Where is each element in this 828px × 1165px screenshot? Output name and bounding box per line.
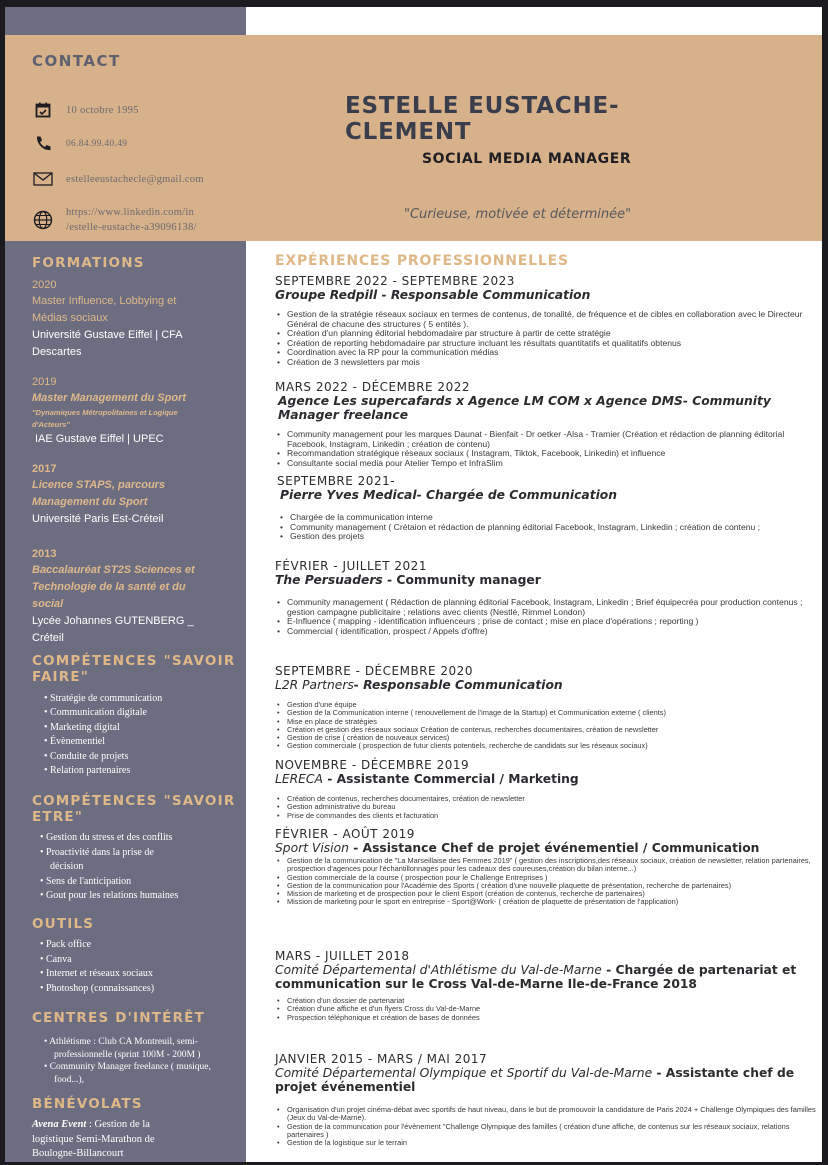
list-item: • Commercial ( identification, prospect / Appels d'offre): [287, 627, 820, 637]
list-item: • Création de contenus, recherches documentaires, création de newsletter: [287, 795, 820, 803]
list-item: • Organisation d'un projet cinéma-débat avec sportifs de haut niveau, dans le but de promouvoir la candidature de Paris 2024 + Challenge Olympiques des familles (Jeux du Val-de-Marne).: [287, 1106, 820, 1123]
list-item: • Recommandation stratégique réseaux sociaux ( Instagram, Tiktok, Facebook, Linkedin) et influence: [287, 449, 820, 459]
list-item: • Stratégie de communication: [44, 693, 163, 704]
experience-role: Groupe Redpill - Responsable Communication: [275, 288, 591, 302]
contact-email: [32, 170, 204, 188]
formation-school: Université Gustave Eiffel | CFA: [32, 329, 183, 341]
experience-date: NOVEMBRE - DÉCEMBRE 2019: [275, 758, 470, 772]
experience-bullets: [275, 310, 820, 368]
list-item: • Gestion de la stratégie réseaux sociaux en termes de contenus, de tonalité, de fréquence et de cibles en collaboration avec le Directeur Général de chacune des structures ( 5 entités ).: [287, 310, 820, 329]
calendar-icon: [32, 101, 54, 119]
candidate-name: ESTELLE EUSTACHE-CLEMENT: [345, 93, 620, 145]
list-item: • Création de reporting hebdomadaire par structure incluant les résultats quantitatifs et qualitatifs obtenus: [287, 339, 820, 349]
formation-2017: [32, 461, 242, 528]
experience-bullets: [275, 1106, 820, 1147]
list-item: • Évènementiel: [44, 736, 105, 748]
list-item: • Athlétisme : Club CA Montreuil, semi-: [44, 1037, 199, 1048]
experience-bullets: [275, 701, 820, 751]
experience-role: Agence Les supercafards x Agence LM COM x Agence DMS- Community Manager freelance: [278, 394, 771, 422]
list-item: • Gestion de la communication pour l'évènement "Challenge Olympique des familles ( création d'une affiche, de contenus sur les réseaux sociaux, relations partenaires ): [287, 1123, 820, 1140]
experiences-heading: EXPÉRIENCES PROFESSIONNELLES: [275, 253, 569, 269]
formation-subtitle: d'Acteurs": [32, 420, 70, 429]
list-item: • Gestion de la Communication interne ( renouvellement de l'image de la Startup) et Communication externe ( clients): [287, 709, 820, 717]
linkedin-link[interactable]: [66, 205, 197, 235]
experience-role: Comité Départemental Olympique et Sportif du Val-de-Marne - Assistante chef de projet événementiel: [275, 1066, 795, 1094]
formation-school: Lycée Johannes GUTENBERG _: [32, 615, 194, 627]
formation-subtitle: "Dynamiques Métropolitaines et Logique: [32, 408, 178, 417]
benevolats-text: Avena Event : Gestion de la logistique Semi-Marathon de Boulogne-Billancourt: [32, 1119, 155, 1159]
list-item: • Community Manager freelance ( musique,: [44, 1062, 211, 1073]
list-item: • E-Influence ( mapping - identification influenceurs ; prise de contact ; mise en place d'opérations ; reporting ): [287, 617, 820, 627]
list-item: • Prise de commandes des clients et facturation: [287, 812, 820, 820]
email-text[interactable]: estelleeustachecle@gmail.com: [66, 173, 204, 185]
experience-bullets: [275, 430, 820, 468]
formation-degree: Licence STAPS, parcours: [32, 479, 166, 491]
experience-bullets: [275, 997, 820, 1022]
formation-2020: [32, 277, 242, 361]
phone-text[interactable]: 06.84.99.40.49: [66, 138, 128, 149]
linkedin-line-2[interactable]: /estelle-eustache-a39096138/: [66, 222, 197, 233]
list-item: décision: [50, 861, 84, 873]
list-item: • Communication digitale: [44, 707, 147, 719]
list-item: • Création d'une affiche et d'un flyers Cross du Val-de-Marne: [287, 1005, 820, 1013]
experience-pierre-yves: [275, 474, 820, 542]
list-item: • Gestion d'une équipe: [287, 701, 820, 709]
savoir-faire-heading: COMPÉTENCES "SAVOIR FAIRE": [32, 653, 236, 685]
experience-date: JANVIER 2015 - MARS / MAI 2017: [275, 1052, 488, 1066]
formation-degree: Médias sociaux: [32, 312, 108, 324]
list-item: • Gestion commerciale de la course ( prospection pour le Challenge Entreprises ): [287, 874, 820, 882]
experience-bullets: [275, 857, 820, 907]
contact-phone: [32, 135, 127, 153]
list-item: • Gestion du stress et des conflits: [40, 832, 173, 844]
list-item: • Conduite de projets: [44, 750, 129, 762]
list-item: • Gestion de la communication de "La Marseillaise des Femmes 2019" ( gestion des inscriptions,des réseaux sociaux, création de newsletter, relation partenaires, prospection d'agences pour l'échantillonnages pour les cadeaux des coureuses,création du bilan interne...): [287, 857, 820, 874]
formation-school: Descartes: [32, 346, 82, 358]
candidate-role: SOCIAL MEDIA MANAGER: [422, 151, 632, 167]
savoir-etre-heading: COMPÉTENCES "SAVOIR ETRE": [32, 793, 236, 826]
list-item: • Sens de l'anticipation: [40, 875, 132, 887]
list-item: • Pack office: [40, 939, 92, 951]
linkedin-line-1[interactable]: https://www.linkedin.com/in: [66, 207, 195, 218]
formation-school: Université Paris Est-Créteil: [32, 513, 164, 525]
experience-bullets: [275, 795, 820, 820]
experience-role: Sport Vision - Assistance Chef de projet événementiel / Communication: [275, 841, 760, 855]
outils-list: [32, 938, 242, 996]
experience-date: SEPTEMBRE 2022 - SEPTEMBRE 2023: [275, 274, 515, 288]
experience-date: SEPTEMBRE - DÉCEMBRE 2020: [275, 664, 473, 678]
experience-date: MARS - JUILLET 2018: [275, 949, 410, 963]
experience-athletisme: [275, 949, 820, 1022]
savoir-etre-list: [32, 831, 242, 903]
list-item: • Internet et réseaux sociaux: [40, 968, 153, 980]
experience-persuaders: [275, 559, 820, 636]
formation-2019: [32, 374, 242, 448]
interets-heading: CENTRES D'INTÉRÊT: [32, 1010, 205, 1027]
list-item: • Proactivité dans la prise de: [40, 846, 154, 858]
candidate-motto: "Curieuse, motivée et déterminée": [404, 207, 632, 222]
formation-school: Créteil: [32, 632, 64, 644]
list-item: • Gestion de la logistique sur le terrain: [287, 1139, 820, 1147]
contact-heading: CONTACT: [32, 52, 121, 70]
list-item: • Gout pour les relations humaines: [40, 890, 179, 902]
birthdate-text: 10 octobre 1995: [66, 104, 139, 116]
experience-date: FÉVRIER - JUILLET 2021: [275, 559, 427, 573]
experience-date: SEPTEMBRE 2021-: [277, 474, 396, 488]
sidebar-content: [32, 241, 242, 1161]
phone-icon: [32, 135, 54, 153]
formation-degree: Technologie de la santé et du: [32, 581, 186, 593]
savoir-faire-list: [32, 692, 242, 778]
globe-icon: [32, 211, 54, 229]
list-item: professionnelle (sprint 100M - 200M ): [54, 1049, 201, 1060]
list-item: • Gestion des projets: [290, 532, 820, 542]
list-item: • Gestion commerciale ( prospection de futur clients potentiels, recherche de candidats sur les réseaux sociaux): [287, 742, 820, 750]
interets-list: [32, 1036, 242, 1086]
list-item: • Mission de marketing pour le sport en entreprise - Sport@Work- ( création de plaquette de présentation de l'application): [287, 898, 820, 906]
experience-role: Comité Départemental d'Athlétisme du Val-de-Marne - Chargée de partenariat et communication sur le Cross Val-de-Marne Ile-de-France 2018: [275, 963, 797, 991]
experience-date: MARS 2022 - DÉCEMBRE 2022: [275, 380, 470, 394]
formation-year: 2020: [32, 279, 57, 291]
experience-bullets: [275, 598, 820, 636]
formation-school: IAE Gustave Eiffel | UPEC: [35, 433, 164, 445]
experience-lereca: [275, 758, 820, 820]
contact-birthdate: [32, 101, 139, 119]
formations-heading: FORMATIONS: [32, 255, 145, 271]
benevolats-heading: BÉNÉVOLATS: [32, 1096, 143, 1113]
formation-year: 2017: [32, 463, 57, 475]
list-item: • Chargée de la communication interne: [290, 513, 820, 523]
outils-heading: OUTILS: [32, 916, 95, 933]
list-item: • Mission de marketing et de prospection pour le client Esport (création de contenus, recherche de partenaires): [287, 890, 820, 898]
contact-linkedin: [32, 205, 197, 235]
list-item: • Gestion administrative du bureau: [287, 803, 820, 811]
list-item: • Marketing digital: [44, 721, 120, 733]
formation-degree: Master Influence, Lobbying et: [32, 295, 177, 307]
experience-role: Pierre Yves Medical- Chargée de Communication: [280, 488, 617, 502]
formation-degree: Master Management du Sport: [32, 392, 187, 404]
formation-degree: Management du Sport: [32, 496, 148, 508]
experience-role: LERECA - Assistante Commercial / Marketing: [275, 772, 579, 786]
list-item: • Création de 3 newsletters par mois: [287, 358, 820, 368]
list-item: • Coordination avec la RP pour la communication médias: [287, 348, 820, 358]
list-item: • Community management ( Crétaion et rédaction de planning éditorial Facebook, Instagram, Linkedin ; création de contenu ;: [290, 523, 820, 533]
list-item: • Community management pour les marques Daunat - Bienfait - Dr oetker -Alsa - Tramier (Création et rédaction de planning éditorial Facebook, Instagram, Linkedin ; création de contenu): [287, 430, 820, 449]
experience-bullets: [275, 513, 820, 542]
resume-page: [5, 7, 822, 1162]
list-item: • Création et gestion des réseaux sociaux Création de contenus, recherches documentaires, création de newsletter: [287, 726, 820, 734]
experience-role: L2R Partners- Responsable Communication: [275, 678, 563, 692]
envelope-icon: [32, 170, 54, 188]
list-item: • Relation partenaires: [44, 765, 131, 777]
experience-supercafards: [275, 380, 820, 468]
list-item: • Gestion de la communication pour l'Académie des Sports ( création d'une nouvelle plaquette de présentation, recherche de partenaires): [287, 882, 820, 890]
list-item: • Prospection téléphonique et création de bases de données: [287, 1014, 820, 1022]
benevolat-org: Avena Event: [32, 1119, 87, 1131]
formation-year: 2019: [32, 376, 57, 388]
list-item: • Création d'un planning éditorial hebdomadaire par structure à partir de cette stratégie: [287, 329, 820, 339]
list-item: • Community management ( Rédaction de planning éditorial Facebook, Instagram, Linkedin ; Brief équipecréa pour production contenus ; gestion campagne publicitaire ; relations avec clients (Nestlé, Rimmel London): [287, 598, 820, 617]
formation-degree: social: [32, 598, 64, 610]
experience-date: FÉVRIER - AOÛT 2019: [275, 827, 415, 841]
list-item: • Mise en place de stratégies: [287, 718, 820, 726]
experience-role: The Persuaders - Community manager: [275, 573, 541, 587]
experience-cdos: [275, 1052, 820, 1147]
formation-degree: Baccalauréat ST2S Sciences et: [32, 564, 195, 576]
experience-redpill: [275, 274, 820, 368]
list-item: • Canva: [40, 953, 72, 965]
list-item: • Photoshop (connaissances): [40, 982, 155, 994]
list-item: food...),: [54, 1074, 85, 1085]
list-item: • Création d'un dossier de partenariat: [287, 997, 820, 1005]
list-item: • Consultante social media pour Atelier Tempo et InfraSlim: [287, 459, 820, 469]
experience-sport-vision: [275, 827, 820, 907]
formation-2013: [32, 546, 242, 647]
list-item: • Gestion de crise ( création de nouveaux services): [287, 734, 820, 742]
formation-year: 2013: [32, 548, 57, 560]
experience-l2r: [275, 664, 820, 751]
